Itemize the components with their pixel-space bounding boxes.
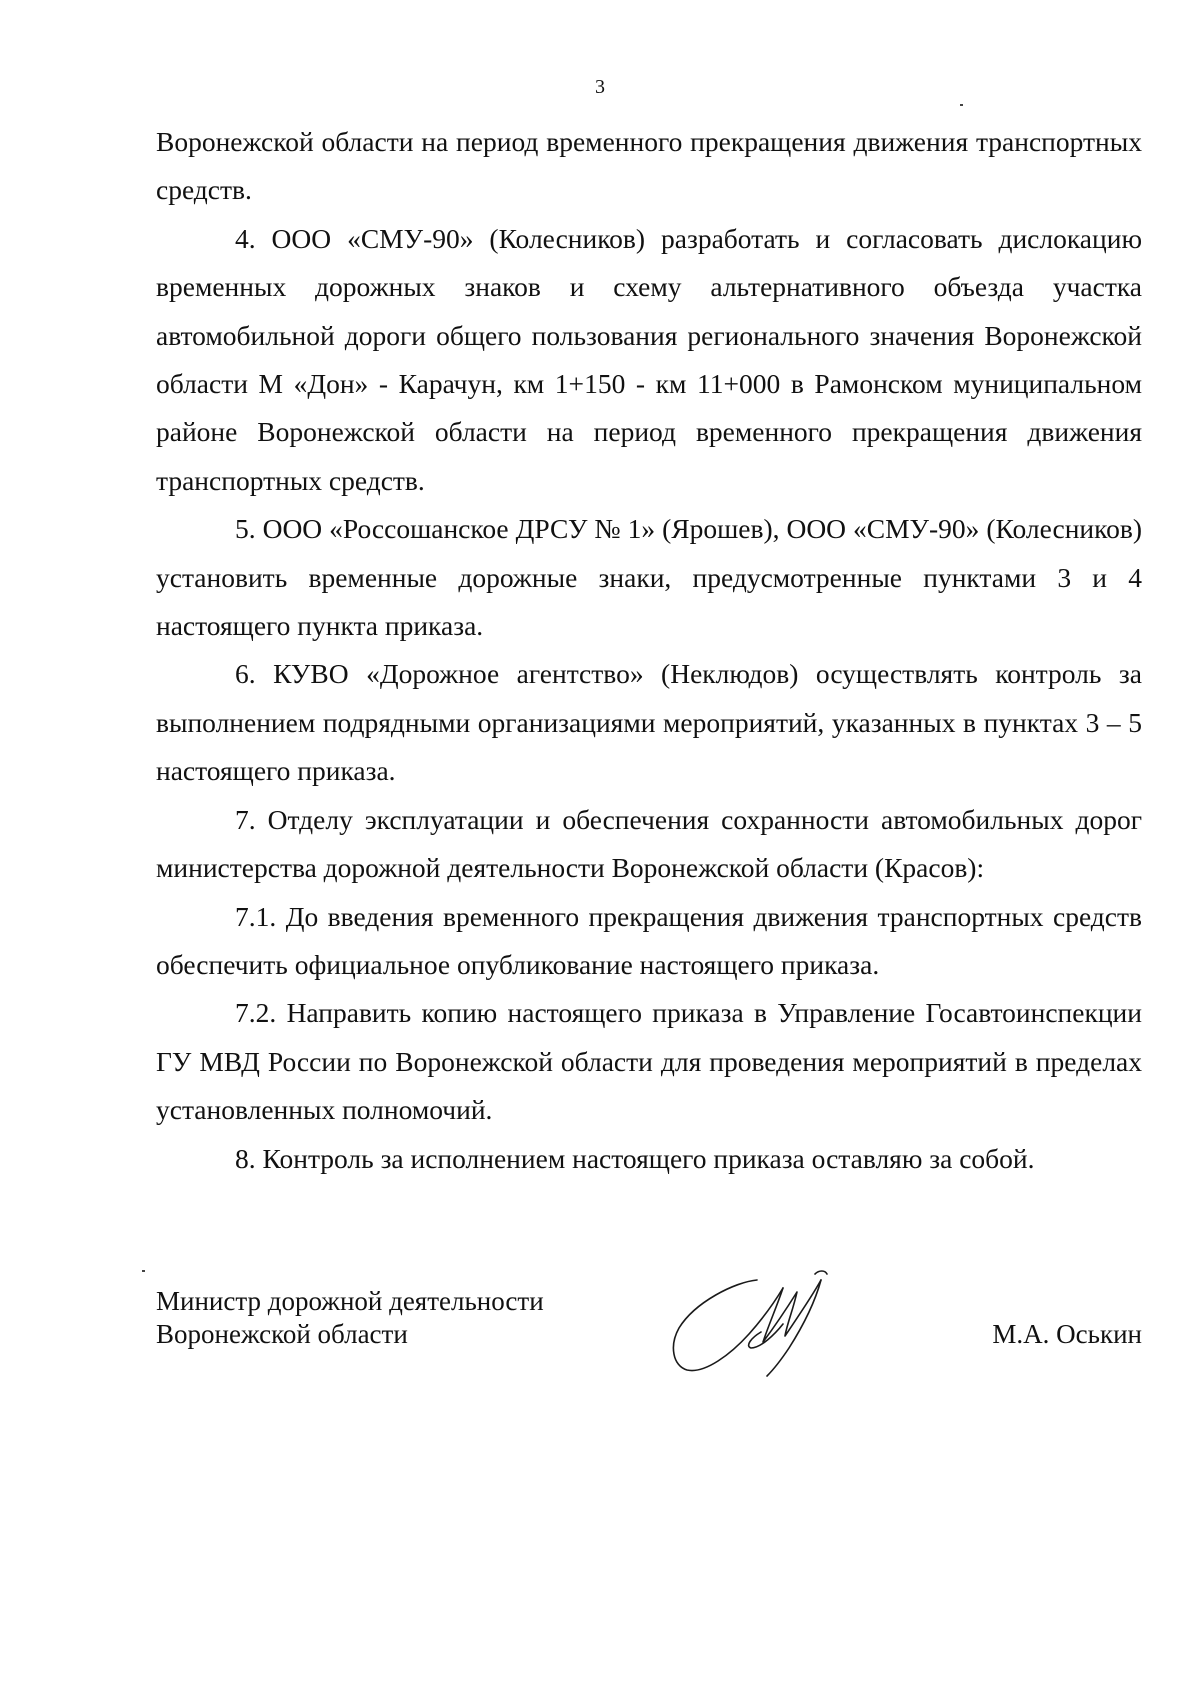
signatory-name: М.А. Оськин — [992, 1319, 1142, 1349]
signatory-title — [156, 1285, 544, 1351]
paragraph-item-7: 7. Отделу эксплуатации и обеспечения сохранности автомобильных дорог министерства дорожной деятельности Воронежской области (Красов): — [156, 803, 1142, 884]
paragraph-item-6: 6. КУВО «Дорожное агентство» (Неклюдов) осуществлять контроль за выполнением подрядными организациями мероприятий, указанных в пунктах 3 – 5 настоящего приказа. — [156, 658, 1142, 787]
body-text — [156, 118, 1142, 1183]
paragraph-item-4: 4. ООО «СМУ-90» (Колесников) разработать и согласовать дислокацию временных дорожных знаков и схему альтернативного объезда участка автомобильной дороги общего пользования регионального значения Воронежской области М «Дон» - Карачун, км 1+150 - км 11+000 в Рамонском муниципальном районе Воронежской области на период временного прекращения движения транспортных средств. — [156, 222, 1142, 496]
signatory-title-line-2: Воронежской области — [156, 1319, 408, 1349]
handwritten-signature — [665, 1262, 865, 1382]
paragraph-continuation: Воронежской области на период временного прекращения движения транспортных средств. — [156, 126, 1142, 206]
scan-speck — [960, 104, 963, 106]
signatory-title-line-1: Министр дорожной деятельности — [156, 1286, 544, 1316]
page-number: 3 — [595, 76, 605, 98]
paragraph-item-7-1: 7.1. До введения временного прекращения движения транспортных средств обеспечить официальное опубликование настоящего приказа. — [156, 900, 1142, 980]
paragraph-item-5: 5. ООО «Россошанское ДРСУ № 1» (Ярошев), ООО «СМУ-90» (Колесников) установить временные дорожные знаки, предусмотренные пунктами 3 и 4 настоящего пункта приказа. — [156, 513, 1142, 642]
paragraph-item-7-2: 7.2. Направить копию настоящего приказа в Управление Госавтоинспекции ГУ МВД России по Воронежской области для проведения мероприятий в пределах установленных полномочий. — [156, 997, 1142, 1126]
paragraph-item-8: 8. Контроль за исполнением настоящего приказа оставляю за собой. — [235, 1142, 1035, 1174]
scan-speck — [142, 1270, 145, 1272]
